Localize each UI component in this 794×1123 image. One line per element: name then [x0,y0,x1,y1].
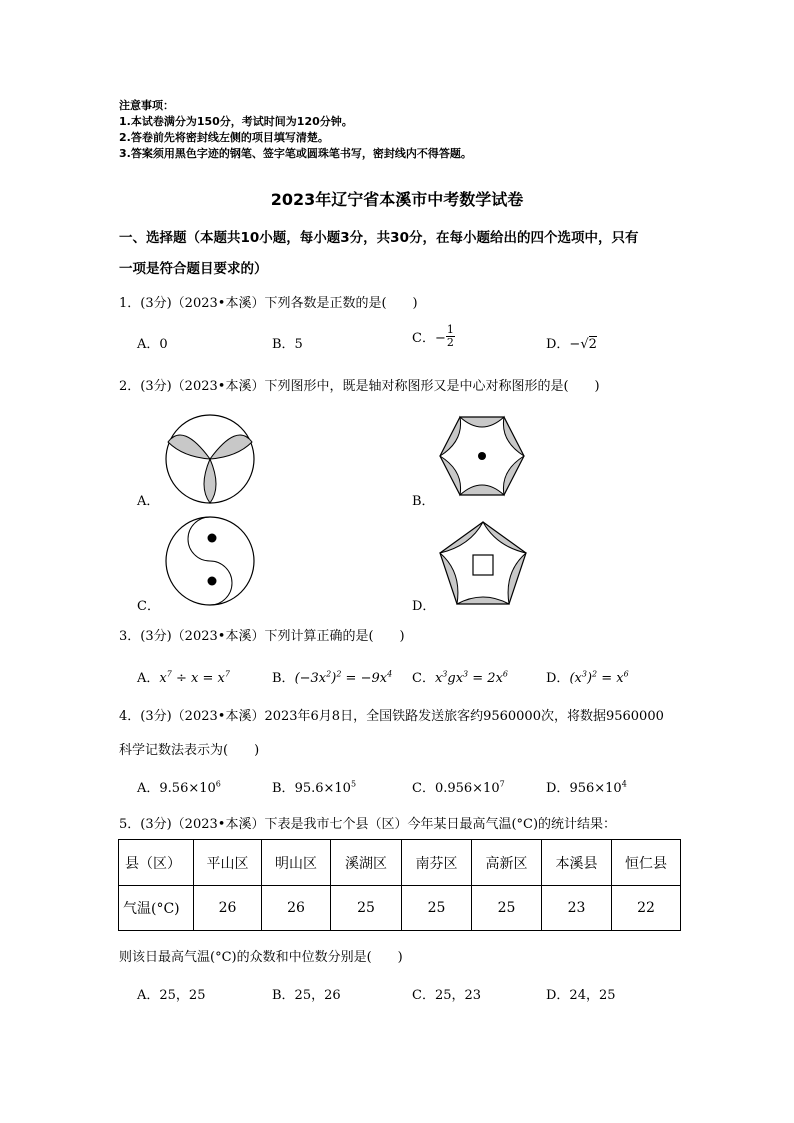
q3-stem: 3．(3分)（2023•本溪）下列计算正确的是( ) [119,629,405,644]
table-cell: 恒仁县 [612,840,681,886]
q3-option-d: D．$(x^3)^2 = x^6$ [546,669,629,686]
table-cell: 气温(°C) [119,886,194,931]
figure-d-pentagon [438,520,528,606]
q4-stem-line2: 科学记数法表示为( ) [119,743,260,758]
q2-option-b: B． [412,494,435,509]
table-cell: 高新区 [472,840,542,886]
table-cell: 明山区 [262,840,331,886]
q2-option-c: C． [137,599,160,614]
q1-option-b: B．5 [272,337,303,352]
q4-option-c: C．$0.956\times 10^7$ [412,779,505,796]
q5-option-d: D．24，25 [546,988,616,1003]
q5-option-a: A．25，25 [137,988,206,1003]
table-cell: 县（区） [119,840,194,886]
section-heading-line2: 一项是符合题目要求的） [119,261,268,277]
q2-option-d: D． [412,599,436,614]
q4-stem-line1: 4．(3分)（2023•本溪）2023年6月8日，全国铁路发送旅客约9560000次，将数据9560000 [119,709,664,724]
notice-item-2: 2.答卷前先将密封线左侧的项目填写清楚。 [119,131,329,144]
q1-option-a: A．0 [137,337,168,352]
table-cell: 25 [402,886,472,931]
q3-option-c: C．$x^3gx^3 = 2x^6$ [412,669,508,686]
q2-option-a: A． [137,494,160,509]
table-cell: 25 [331,886,402,931]
table-cell: 本溪县 [542,840,612,886]
q4-option-b: B．$95.6\times 10^5$ [272,779,357,796]
q2-stem: 2．(3分)（2023•本溪）下列图形中，既是轴对称图形又是中心对称图形的是( ) [119,379,600,394]
notice-heading: 注意事项： [119,99,174,112]
table-cell: 22 [612,886,681,931]
q1-option-c: C．− $\frac{1}{2}$ [412,323,454,349]
q1-stem: 1．(3分)（2023•本溪）下列各数是正数的是( ) [119,296,418,311]
table-cell: 平山区 [194,840,262,886]
q4-option-d: D．$956\times 10^4$ [546,779,627,796]
table-cell: 26 [194,886,262,931]
q4-option-a: A．$9.56\times 10^6$ [137,779,221,796]
notice-item-3: 3.答案须用黑色字迹的钢笔、签字笔或圆珠笔书写，密封线内不得答题。 [119,147,472,160]
q3-option-a: A．$x^7 \div x = x^7$ [137,669,230,686]
table-row [119,886,681,931]
table-header-row [119,840,681,886]
figure-b-hexagon [438,415,526,497]
q3-option-b: B．$(-3x^2)^2 = -9x^4$ [272,669,393,686]
temperature-table [118,839,681,931]
table-cell: 25 [472,886,542,931]
q1-option-d: D．−√2 [546,337,597,352]
q5-stem: 5．(3分)（2023•本溪）下表是我市七个县（区）今年某日最高气温(°C)的统计结果： [119,817,617,832]
notice-item-1: 1.本试卷满分为150分，考试时间为120分钟。 [119,115,353,128]
table-cell: 23 [542,886,612,931]
table-cell: 溪湖区 [331,840,402,886]
q5-option-c: C．25，23 [412,988,482,1003]
figure-a-three-petal-circle [163,412,257,506]
q5-option-b: B．25，26 [272,988,341,1003]
table-cell: 南芬区 [402,840,472,886]
exam-title: 2023年辽宁省本溪市中考数学试卷 [270,190,524,209]
q5-question: 则该日最高气温(°C)的众数和中位数分别是( ) [119,950,403,965]
table-cell: 26 [262,886,331,931]
figure-c-yin-yang [163,514,257,608]
section-heading-line1: 一、选择题（本题共10小题，每小题3分，共30分，在每小题给出的四个选项中，只有 [119,230,639,246]
